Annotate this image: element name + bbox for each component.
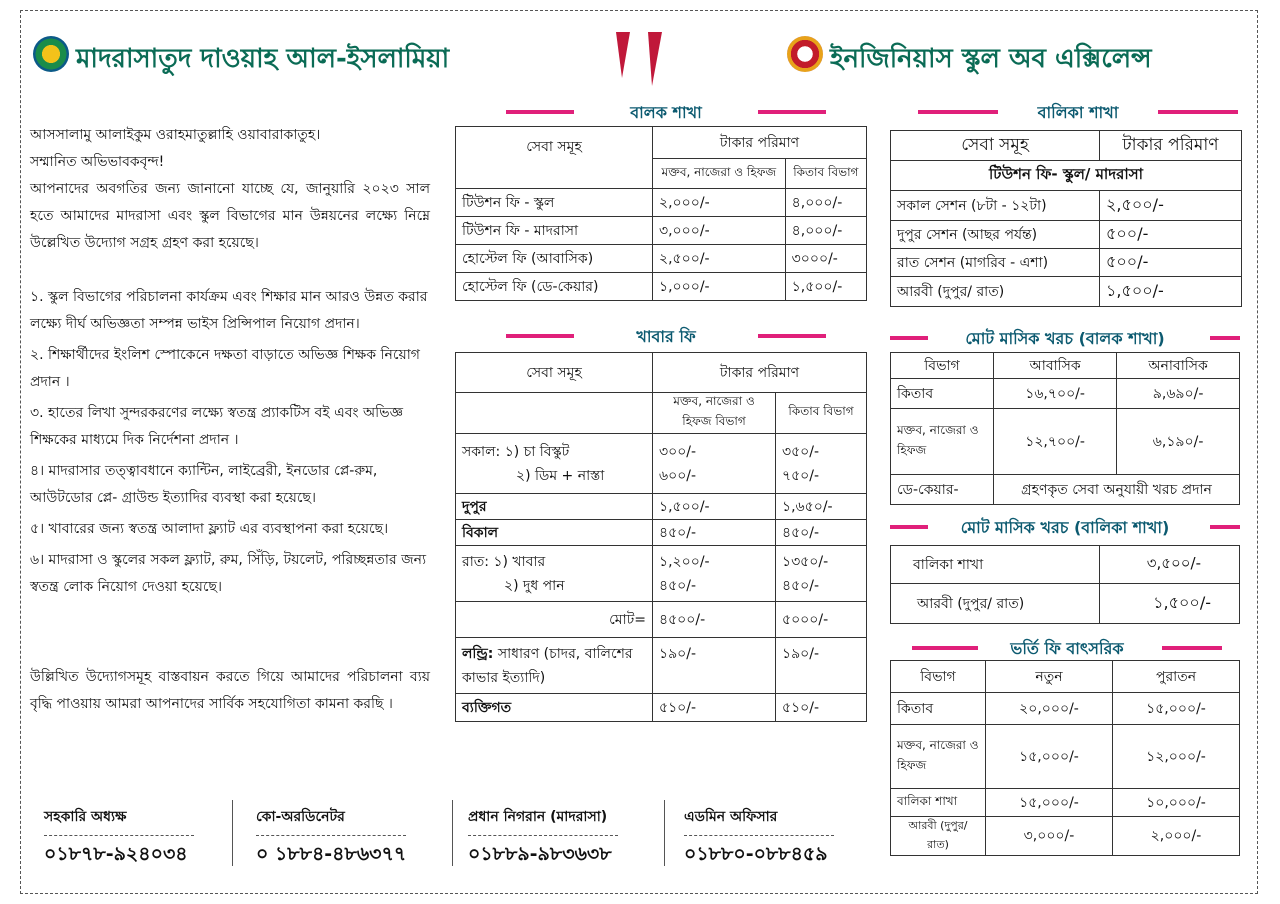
table-row: আরবী (দুপুর/ রাত) ১,৫০০/- [891, 277, 1242, 307]
table-row: সকাল: ১) চা বিস্কুট ২) ডিম + নাস্তা ৩০০/- ৬০০/- ৩৫০/- ৭৫০/- [456, 434, 867, 494]
table-row: দুপুর সেশন (আছর পর্যন্ত) ৫০০/- [891, 221, 1242, 249]
point-6: ৬। মাদরাসা ও স্কুলের সকল ফ্ল্যাট, রুম, সিঁড়ি, টয়লেট, পরিচ্ছন্নতার জন্য স্বতন্ত্র লোক নিয়োগ দেওয়া হয়েছে। [30, 552, 427, 595]
table-row: ব্যক্তিগত ৫১০/- ৫১০/- [456, 694, 867, 722]
admission-heading: ভর্তি ফি বাৎসরিক [912, 636, 1222, 658]
table-row: বালিকা শাখা ৩,৫০০/- [891, 546, 1240, 584]
salutation: সম্মানিত অভিভাবকবৃন্দ! [30, 154, 165, 170]
food-fee-table: সেবা সমূহ টাকার পরিমাণ মক্তব, নাজেরা ও হিফজ বিভাগ কিতাব বিভাগ সকাল: ১) চা বিস্কুট ২) ডিম + নাস্তা ৩০০/- ৬০০/- ৩৫০/- ৭৫০/- দুপুর ১,৫০০/- ১,৬৫০/- বিকাল ৪৫০/- ৪৫০/- রাত: ১) খাবার ২) দুধ পান ১,২০০/- ৪৫০/- ১৩৫০/- ৪৫০/- মোট= ৪৫০০/- ৫০০০/- লন্ড্রি: সাধারণ (চাদর, বালিশের কাভার ইত্যাদি) ১৯০/- ১৯০/- ব্যক্তিগত ৫১০/- ৫১০/- [455, 352, 867, 722]
madrasa-logo [33, 36, 69, 72]
table-row: মক্তব, নাজেরা ও হিফজ ১৫,০০০/- ১২,০০০/- [891, 725, 1240, 789]
table-row: আরবী (দুপুর/ রাত) ৩,০০০/- ২,০০০/- [891, 817, 1240, 856]
table-row: ডে-কেয়ার- গ্রহণকৃত সেবা অনুযায়ী খরচ প্রদান [891, 475, 1240, 505]
intro-paragraph: আপনাদের অবগতির জন্য জানানো যাচ্ছে যে, জানুয়ারি ২০২৩ সাল হতে আমাদের মাদরাসা এবং স্কুল বিভাগের মান উন্নয়নের লক্ষ্যে নিম্নে উল্লেখিত উদ্যোগ সগ্রহ গ্রহণ করা হয়েছে। [30, 181, 430, 251]
points-list [30, 284, 430, 601]
divider [452, 800, 453, 866]
greeting: আসসালামু আলাইকুম ওরাহমাতুল্লাহি ওয়াবারাকাতুহ। [30, 127, 321, 143]
table-row: কিতাব ১৬,৭০০/- ৯,৬৯০/- [891, 379, 1240, 409]
point-5: ৫। খাবারের জন্য স্বতন্ত্র আলাদা ফ্ল্যাট এর ব্যবস্থাপনা করা হয়েছে। [30, 521, 389, 537]
food-section-heading: খাবার ফি [506, 324, 826, 346]
brand-mark-icon [608, 30, 668, 90]
madrasa-title: মাদরাসাতুদ দাওয়াহ আল-ইসলামিয়া [76, 44, 450, 74]
monthly-boys-heading: মোট মাসিক খরচ (বালক শাখা) [890, 326, 1240, 348]
girls-section-heading: বালিকা শাখা [918, 100, 1238, 122]
table-row: মোট= ৪৫০০/- ৫০০০/- [456, 602, 867, 638]
divider [232, 800, 233, 866]
table-row: বালিকা শাখা ১৫,০০০/- ১০,০০০/- [891, 789, 1240, 817]
school-logo [787, 36, 823, 72]
boys-fee-table: সেবা সমূহ টাকার পরিমাণ মক্তব, নাজেরা ও হিফজ কিতাব বিভাগ টিউশন ফি - স্কুল ২,০০০/- ৪,০০০/- টিউশন ফি - মাদরাসা ৩,০০০/- ৪,০০০/- হোস্টেল ফি (আবাসিক) ২,৫০০/- ৩০০০/- হোস্টেল ফি (ডে-কেয়ার) ১,০০০/- ১,৫০০/- [455, 126, 867, 301]
contact-assistant-principal: সহকারি অধ্যক্ষ ০১৮৭৮-৯২৪০৩৪ [44, 805, 194, 867]
point-3: ৩. হাতের লিখা সুন্দরকরণের লক্ষ্যে স্বতন্ত্র প্র্যাকটিস বই এবং অভিজ্ঞ শিক্ষকের মাধ্যমে দিক নির্দেশনা প্রদান । [30, 405, 403, 448]
table-row: রাত: ১) খাবার ২) দুধ পান ১,২০০/- ৪৫০/- ১৩৫০/- ৪৫০/- [456, 546, 867, 602]
divider [664, 800, 665, 866]
contact-coordinator: কো-অরডিনেটর ০ ১৮৮৪-৪৮৬৩৭৭ [256, 809, 407, 865]
point-1: ১. স্কুল বিভাগের পরিচালনা কার্যক্রম এবং শিক্ষার মান আরও উন্নত করার লক্ষ্যে দীর্ঘ অভিজ্ঞতা সম্পন্ন ভাইস প্রিন্সিপাল নিয়োগ প্রদান। [30, 289, 428, 332]
boys-section-heading: বালক শাখা [506, 100, 826, 122]
table-row: টিউশন ফি - স্কুল ২,০০০/- ৪,০০০/- [456, 189, 867, 217]
table-row: দুপুর ১,৫০০/- ১,৬৫০/- [456, 494, 867, 520]
table-row: বিকাল ৪৫০/- ৪৫০/- [456, 520, 867, 546]
intro-text [30, 122, 430, 257]
monthly-boys-table: বিভাগ আবাসিক অনাবাসিক কিতাব ১৬,৭০০/- ৯,৬৯০/- মক্তব, নাজেরা ও হিফজ ১২,৭০০/- ৬,১৯০/- ডে-কেয়ার- গ্রহণকৃত সেবা অনুযায়ী খরচ প্রদান [890, 352, 1240, 505]
point-2: ২. শিক্ষার্থীদের ইংলিশ স্পোকেনে দক্ষতা বাড়াতে অভিজ্ঞ শিক্ষক নিয়োগ প্রদান । [30, 347, 420, 390]
contact-chief-supervisor: প্রধান নিগরান (মাদরাসা) ০১৮৮৯-৯৮৩৬৩৮ [468, 805, 618, 867]
table-row: মক্তব, নাজেরা ও হিফজ ১২,৭০০/- ৬,১৯০/- [891, 409, 1240, 475]
admission-table: বিভাগ নতুন পুরাতন কিতাব ২০,০০০/- ১৫,০০০/- মক্তব, নাজেরা ও হিফজ ১৫,০০০/- ১২,০০০/- বালিকা শাখা ১৫,০০০/- ১০,০০০/- আরবী (দুপুর/ রাত) ৩,০০০/- ২,০০০/- [890, 660, 1240, 856]
table-row: রাত সেশন (মাগরিব - এশা) ৫০০/- [891, 249, 1242, 277]
table-row: আরবী (দুপুর/ রাত) ১,৫০০/- [891, 584, 1240, 624]
monthly-girls-heading: মোট মাসিক খরচ (বালিকা শাখা) [890, 515, 1240, 537]
table-row: হোস্টেল ফি (আবাসিক) ২,৫০০/- ৩০০০/- [456, 245, 867, 273]
table-row: কিতাব ২০,০০০/- ১৫,০০০/- [891, 693, 1240, 725]
table-row: সকাল সেশন (৮টা - ১২টা) ২,৫০০/- [891, 191, 1242, 221]
table-row: লন্ড্রি: সাধারণ (চাদর, বালিশের কাভার ইত্যাদি) ১৯০/- ১৯০/- [456, 638, 867, 694]
school-title: ইনজিনিয়াস স্কুল অব এক্সিলেন্স [830, 44, 1152, 74]
table-row: হোস্টেল ফি (ডে-কেয়ার) ১,০০০/- ১,৫০০/- [456, 273, 867, 301]
point-4: ৪। মাদরাসার তত্ত্বাবধানে ক্যান্টিন, লাইব্রেরী, ইনডোর প্লে-রুম, আউটডোর প্লে- গ্রাউন্ড ইত্যাদির ব্যবস্থা করা হয়েছে। [30, 463, 378, 506]
table-row: টিউশন ফি - মাদরাসা ৩,০০০/- ৪,০০০/- [456, 217, 867, 245]
contact-admin-officer: এডমিন অফিসার ০১৮৮০-০৮৮৪৫৯ [684, 805, 834, 867]
monthly-girls-table [890, 545, 1240, 624]
girls-fee-table: সেবা সমূহ টাকার পরিমাণ টিউশন ফি- স্কুল/ মাদরাসা সকাল সেশন (৮টা - ১২টা) ২,৫০০/- দুপুর সেশন (আছর পর্যন্ত) ৫০০/- রাত সেশন (মাগরিব - এশা) ৫০০/- আরবী (দুপুর/ রাত) ১,৫০০/- [890, 130, 1242, 307]
closing-text: উল্লিখিত উদ্যোগসমূহ বাস্তবায়ন করতে গিয়ে আমাদের পরিচালনা ব্যয় বৃদ্ধি পাওয়ায় আমরা আপনাদের সার্বিক সহযোগিতা কামনা করছি । [30, 669, 430, 712]
